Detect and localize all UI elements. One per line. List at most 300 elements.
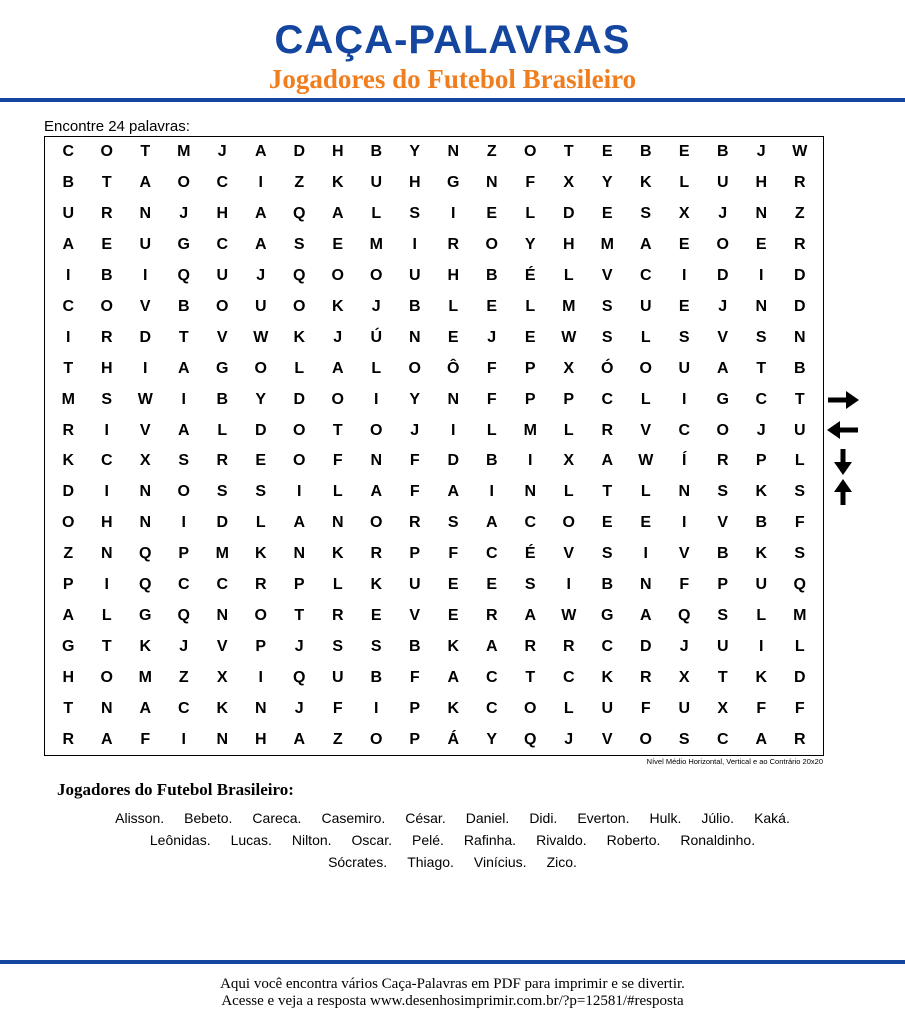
grid-letter: S bbox=[370, 637, 382, 655]
grid-letter: Q bbox=[293, 267, 306, 285]
grid-letter: Z bbox=[332, 730, 343, 748]
grid-letter: J bbox=[371, 297, 381, 315]
grid-letter: A bbox=[177, 421, 190, 439]
grid-letter: M bbox=[138, 668, 152, 686]
grid-letter: W bbox=[792, 143, 808, 161]
grid-letter: C bbox=[485, 545, 498, 563]
grid-letter: K bbox=[139, 637, 152, 655]
grid-letter: Q bbox=[293, 668, 306, 686]
grid-letter: S bbox=[293, 236, 305, 254]
grid-letter: N bbox=[755, 297, 768, 315]
arrow-down-icon bbox=[831, 448, 855, 476]
grid-letter: N bbox=[139, 483, 152, 501]
grid-letter: Q bbox=[139, 576, 152, 594]
grid-letter: X bbox=[678, 668, 690, 686]
grid-letter: H bbox=[100, 359, 113, 377]
grid-letter: H bbox=[62, 668, 75, 686]
grid-letter: A bbox=[485, 637, 498, 655]
page-title: CAÇA-PALAVRAS bbox=[274, 18, 631, 62]
grid-letter: X bbox=[717, 699, 729, 717]
grid-letter: K bbox=[293, 328, 306, 346]
grid-letter: U bbox=[139, 236, 152, 254]
grid-letter: N bbox=[216, 606, 229, 624]
grid-letter: C bbox=[62, 297, 75, 315]
grid-letter: K bbox=[62, 452, 75, 470]
grid-letter: S bbox=[755, 328, 767, 346]
grid-letter: H bbox=[216, 205, 229, 223]
grid-letter: Á bbox=[447, 730, 460, 748]
grid-letter: T bbox=[101, 174, 112, 192]
grid-letter: X bbox=[216, 668, 228, 686]
grid-letter: D bbox=[254, 421, 267, 439]
grid-letter: X bbox=[139, 452, 151, 470]
grid-letter: C bbox=[485, 699, 498, 717]
word-list-line bbox=[0, 807, 905, 829]
grid-letter: K bbox=[331, 297, 344, 315]
grid-letter: T bbox=[794, 390, 805, 408]
grid-letter: A bbox=[254, 205, 267, 223]
word-list-item: Vinícius. bbox=[473, 854, 527, 870]
grid-letter: E bbox=[678, 297, 690, 315]
grid-letter: O bbox=[293, 452, 306, 470]
word-list-item: Oscar. bbox=[351, 832, 392, 848]
grid-letter: I bbox=[143, 359, 148, 377]
grid-letter: E bbox=[524, 328, 536, 346]
grid-letter: E bbox=[601, 205, 613, 223]
grid-letter: U bbox=[408, 576, 421, 594]
grid-letter: K bbox=[331, 174, 344, 192]
grid-letter: S bbox=[101, 390, 113, 408]
grid-letter: A bbox=[524, 606, 537, 624]
grid-letter: I bbox=[374, 390, 379, 408]
grid-letter: K bbox=[254, 545, 267, 563]
grid-letter: K bbox=[447, 637, 460, 655]
grid-letter: R bbox=[562, 637, 575, 655]
grid-letter: V bbox=[139, 421, 151, 439]
grid-letter: O bbox=[177, 174, 190, 192]
grid-letter: T bbox=[178, 328, 189, 346]
grid-letter: L bbox=[679, 174, 690, 192]
grid-letter: S bbox=[601, 328, 613, 346]
grid-letter: I bbox=[66, 267, 71, 285]
grid-letter: U bbox=[639, 297, 652, 315]
word-list-line bbox=[0, 829, 905, 851]
grid-letter: R bbox=[485, 606, 498, 624]
grid-letter: E bbox=[447, 328, 459, 346]
grid-letter: U bbox=[716, 174, 729, 192]
grid-letter: E bbox=[755, 236, 767, 254]
grid-letter: S bbox=[409, 205, 421, 223]
grid-letter: T bbox=[602, 483, 613, 501]
grid-letter: R bbox=[793, 174, 806, 192]
grid-letter: F bbox=[409, 452, 420, 470]
puzzle-instruction: Encontre 24 palavras: bbox=[44, 118, 190, 135]
grid-letter: G bbox=[139, 606, 152, 624]
grid-letter: P bbox=[524, 390, 536, 408]
grid-letter: I bbox=[682, 390, 687, 408]
word-list-item: Rivaldo. bbox=[536, 832, 587, 848]
grid-letter: F bbox=[448, 545, 459, 563]
grid-letter: L bbox=[332, 483, 343, 501]
grid-letter: Q bbox=[524, 730, 537, 748]
grid-letter: I bbox=[374, 699, 379, 717]
footer-line-1: Aqui você encontra vários Caça-Palavras em PDF para imprimir e se divertir. bbox=[220, 976, 685, 992]
grid-letter: O bbox=[485, 236, 498, 254]
grid-letter: I bbox=[566, 576, 571, 594]
word-list-line bbox=[0, 851, 905, 873]
arrow-left-icon bbox=[826, 418, 860, 442]
grid-letter: A bbox=[254, 143, 267, 161]
grid-letter: L bbox=[525, 205, 536, 223]
grid-letter: I bbox=[759, 637, 764, 655]
grid-letter: R bbox=[716, 452, 729, 470]
grid-letter: M bbox=[215, 545, 229, 563]
grid-letter: L bbox=[217, 421, 228, 439]
footer-line-2: Acesse e veja a resposta www.desenhosimprimir.com.br/?p=12581/#resposta bbox=[221, 993, 684, 1009]
word-list-item: Daniel. bbox=[465, 810, 510, 826]
grid-letter: V bbox=[216, 637, 228, 655]
grid-letter: Í bbox=[682, 452, 687, 470]
grid-letter: N bbox=[447, 143, 460, 161]
grid-letter: Z bbox=[178, 668, 189, 686]
grid-letter: S bbox=[332, 637, 344, 655]
grid-letter: B bbox=[716, 545, 729, 563]
grid-letter: L bbox=[525, 297, 536, 315]
grid-letter: V bbox=[601, 267, 613, 285]
grid-letter: A bbox=[62, 606, 75, 624]
grid-letter: M bbox=[369, 236, 383, 254]
grid-letter: I bbox=[451, 205, 456, 223]
grid-letter: N bbox=[100, 699, 113, 717]
grid-letter: A bbox=[639, 236, 652, 254]
grid-letter: F bbox=[332, 699, 343, 717]
grid-letter: N bbox=[755, 205, 768, 223]
grid-letter: R bbox=[370, 545, 383, 563]
grid-letter: W bbox=[638, 452, 654, 470]
grid-letter: I bbox=[104, 421, 109, 439]
grid-letter: R bbox=[62, 421, 75, 439]
grid-letter: L bbox=[486, 421, 497, 439]
grid-letter: D bbox=[793, 267, 806, 285]
grid-letter: H bbox=[331, 143, 344, 161]
grid-letter: X bbox=[563, 452, 575, 470]
grid-letter: E bbox=[332, 236, 344, 254]
grid-letter: J bbox=[294, 699, 304, 717]
word-list-item: Careca. bbox=[252, 810, 302, 826]
grid-letter: J bbox=[410, 421, 420, 439]
grid-letter: F bbox=[640, 699, 651, 717]
grid-letter: C bbox=[100, 452, 113, 470]
grid-letter: H bbox=[254, 730, 267, 748]
word-list-item: Hulk. bbox=[649, 810, 682, 826]
grid-letter: H bbox=[408, 174, 421, 192]
grid-letter: S bbox=[640, 205, 652, 223]
grid-letter: E bbox=[447, 606, 459, 624]
grid-letter: Q bbox=[139, 545, 152, 563]
top-divider bbox=[0, 98, 905, 102]
word-list-item: Leônidas. bbox=[149, 832, 211, 848]
grid-letter: Q bbox=[177, 606, 190, 624]
grid-letter: L bbox=[371, 205, 382, 223]
grid-letter: A bbox=[601, 452, 614, 470]
grid-letter: S bbox=[447, 514, 459, 532]
grid-letter: C bbox=[216, 174, 229, 192]
grid-letter: J bbox=[217, 143, 227, 161]
grid-letter: F bbox=[486, 390, 497, 408]
grid-letter: E bbox=[486, 205, 498, 223]
grid-letter: O bbox=[62, 514, 75, 532]
grid-letter: U bbox=[408, 267, 421, 285]
grid-letter: X bbox=[678, 205, 690, 223]
word-list-item: Pelé. bbox=[412, 832, 444, 848]
grid-letter: D bbox=[139, 328, 152, 346]
word-list-item: Lucas. bbox=[230, 832, 272, 848]
grid-letter: Z bbox=[486, 143, 497, 161]
word-list-item: Roberto. bbox=[606, 832, 661, 848]
grid-letter: F bbox=[794, 514, 805, 532]
grid-letter: I bbox=[489, 483, 494, 501]
grid-letter: C bbox=[177, 699, 190, 717]
grid-letter: O bbox=[716, 421, 729, 439]
grid-letter: L bbox=[640, 483, 651, 501]
grid-letter: L bbox=[255, 514, 266, 532]
grid-letter: D bbox=[293, 143, 306, 161]
grid-letter: L bbox=[448, 297, 459, 315]
grid-letter: T bbox=[294, 606, 305, 624]
grid-letter: N bbox=[485, 174, 498, 192]
grid-letter: K bbox=[216, 699, 229, 717]
grid-letter: O bbox=[293, 297, 306, 315]
grid-letter: A bbox=[485, 514, 498, 532]
grid-letter: L bbox=[563, 483, 574, 501]
direction-legend bbox=[826, 388, 860, 506]
grid-letter: R bbox=[331, 606, 344, 624]
grid-letter: A bbox=[62, 236, 75, 254]
grid-letter: B bbox=[100, 267, 113, 285]
grid-letter: U bbox=[62, 205, 75, 223]
grid-letter: W bbox=[561, 606, 577, 624]
grid-letter: I bbox=[682, 514, 687, 532]
grid-letter: B bbox=[755, 514, 768, 532]
grid-letter: C bbox=[524, 514, 537, 532]
grid-letter: I bbox=[643, 545, 648, 563]
grid-letter: D bbox=[639, 637, 652, 655]
grid-letter: E bbox=[601, 514, 613, 532]
grid-letter: F bbox=[409, 483, 420, 501]
word-list-item: Casemiro. bbox=[321, 810, 386, 826]
grid-letter: R bbox=[408, 514, 421, 532]
grid-letter: I bbox=[528, 452, 533, 470]
grid-letter: S bbox=[601, 545, 613, 563]
grid-letter: G bbox=[62, 637, 75, 655]
grid-letter: C bbox=[216, 576, 229, 594]
grid-letter: V bbox=[409, 606, 421, 624]
grid-letter: Z bbox=[63, 545, 74, 563]
grid-letter: R bbox=[793, 236, 806, 254]
grid-letter: R bbox=[601, 421, 614, 439]
grid-letter: U bbox=[678, 699, 691, 717]
grid-letter: B bbox=[216, 390, 229, 408]
grid-letter: T bbox=[332, 421, 343, 439]
grid-letter: L bbox=[294, 359, 305, 377]
grid-letter: J bbox=[179, 205, 189, 223]
grid-letter: S bbox=[255, 483, 267, 501]
footer bbox=[0, 976, 905, 1010]
grid-letter: V bbox=[601, 730, 613, 748]
grid-letter: E bbox=[640, 514, 652, 532]
grid-letter: S bbox=[717, 606, 729, 624]
grid-letter: P bbox=[178, 545, 190, 563]
grid-letter: I bbox=[181, 390, 186, 408]
grid-letter: I bbox=[682, 267, 687, 285]
grid-letter: D bbox=[447, 452, 460, 470]
grid-letter: S bbox=[717, 483, 729, 501]
grid-letter: U bbox=[254, 297, 267, 315]
grid-letter: M bbox=[562, 297, 576, 315]
grid-letter: Q bbox=[177, 267, 190, 285]
grid-letter: C bbox=[177, 576, 190, 594]
grid-letter: B bbox=[485, 267, 498, 285]
grid-letter: N bbox=[100, 545, 113, 563]
grid-letter: N bbox=[254, 699, 267, 717]
grid-letter: O bbox=[254, 606, 267, 624]
grid-letter: O bbox=[177, 483, 190, 501]
grid-letter: F bbox=[140, 730, 151, 748]
grid-letter: H bbox=[447, 267, 460, 285]
grid-letter: S bbox=[794, 483, 806, 501]
grid-letter: P bbox=[409, 730, 421, 748]
word-list-item: Ronaldinho. bbox=[680, 832, 756, 848]
grid-letter: W bbox=[561, 328, 577, 346]
grid-letter: P bbox=[755, 452, 767, 470]
grid-letter: M bbox=[61, 390, 75, 408]
grid-letter: G bbox=[177, 236, 190, 254]
grid-letter: O bbox=[293, 421, 306, 439]
grid-letter: I bbox=[104, 483, 109, 501]
grid-letter: A bbox=[177, 359, 190, 377]
grid-letter: W bbox=[137, 390, 153, 408]
grid-letter: S bbox=[524, 576, 536, 594]
grid-letter: M bbox=[523, 421, 537, 439]
grid-letter: F bbox=[679, 576, 690, 594]
grid-letter: J bbox=[179, 637, 189, 655]
grid-letter: A bbox=[331, 205, 344, 223]
grid-letter: I bbox=[181, 730, 186, 748]
grid-letter: Q bbox=[678, 606, 691, 624]
grid-letter: A bbox=[100, 730, 113, 748]
grid-letter: A bbox=[716, 359, 729, 377]
grid-letter: N bbox=[447, 390, 460, 408]
grid-letter: I bbox=[759, 267, 764, 285]
grid-letter: U bbox=[716, 637, 729, 655]
grid-letter: B bbox=[408, 637, 421, 655]
word-list-item: Didi. bbox=[529, 810, 558, 826]
difficulty-level: Nível Médio Horizontal, Vertical e ao Contrário 20x20 bbox=[646, 757, 823, 766]
grid-letter: O bbox=[254, 359, 267, 377]
grid-letter: K bbox=[331, 545, 344, 563]
grid-letter: V bbox=[563, 545, 575, 563]
grid-letter: P bbox=[293, 576, 305, 594]
grid-letter: P bbox=[717, 576, 729, 594]
grid-letter: S bbox=[178, 452, 190, 470]
grid-letter: A bbox=[447, 668, 460, 686]
grid-letter: C bbox=[216, 236, 229, 254]
grid-letter: O bbox=[100, 297, 113, 315]
word-list bbox=[0, 807, 905, 873]
grid-letter: O bbox=[370, 267, 383, 285]
grid-letter: W bbox=[253, 328, 269, 346]
grid-letter: V bbox=[139, 297, 151, 315]
grid-letter: X bbox=[563, 359, 575, 377]
grid-letter: O bbox=[331, 390, 344, 408]
grid-letter: B bbox=[793, 359, 806, 377]
grid-letter: D bbox=[793, 297, 806, 315]
grid-letter: Y bbox=[486, 730, 498, 748]
grid-letter: N bbox=[331, 514, 344, 532]
grid-letter: R bbox=[100, 205, 113, 223]
grid-letter: A bbox=[639, 606, 652, 624]
arrow-up-icon bbox=[831, 478, 855, 506]
grid-letter: O bbox=[639, 730, 652, 748]
grid-letter: N bbox=[639, 576, 652, 594]
grid-letter: K bbox=[601, 668, 614, 686]
word-list-item: Kaká. bbox=[754, 810, 790, 826]
grid-letter: O bbox=[716, 236, 729, 254]
grid-letter: E bbox=[370, 606, 382, 624]
grid-letter: J bbox=[256, 267, 266, 285]
grid-letter: N bbox=[678, 483, 691, 501]
grid-letter: X bbox=[563, 174, 575, 192]
grid-letter: K bbox=[639, 174, 652, 192]
grid-letter: H bbox=[562, 236, 575, 254]
grid-letter: H bbox=[100, 514, 113, 532]
grid-letter: A bbox=[293, 730, 306, 748]
grid-letter: J bbox=[679, 637, 689, 655]
grid-letter: V bbox=[216, 328, 228, 346]
grid-letter: O bbox=[100, 668, 113, 686]
grid-letter: É bbox=[524, 267, 536, 285]
grid-letter: R bbox=[793, 730, 806, 748]
word-list-item: Bebeto. bbox=[184, 810, 233, 826]
grid-letter: L bbox=[640, 390, 651, 408]
grid-letter: Q bbox=[293, 205, 306, 223]
grid-letter: Ó bbox=[601, 359, 614, 377]
page-subtitle: Jogadores do Futebol Brasileiro bbox=[268, 64, 637, 94]
grid-letter: J bbox=[756, 421, 766, 439]
word-list-item: Sócrates. bbox=[328, 854, 388, 870]
grid-letter: J bbox=[756, 143, 766, 161]
word-list-item: Everton. bbox=[577, 810, 630, 826]
grid-letter: A bbox=[139, 699, 152, 717]
grid-letter: Q bbox=[793, 576, 806, 594]
word-list-title: Jogadores do Futebol Brasileiro: bbox=[57, 780, 294, 799]
grid-letter: Y bbox=[255, 390, 267, 408]
grid-letter: D bbox=[293, 390, 306, 408]
grid-letter: V bbox=[717, 514, 729, 532]
grid-letter: U bbox=[793, 421, 806, 439]
grid-letter: J bbox=[718, 205, 728, 223]
grid-letter: L bbox=[640, 328, 651, 346]
grid-letter: O bbox=[331, 267, 344, 285]
grid-letter: C bbox=[485, 668, 498, 686]
grid-letter: J bbox=[333, 328, 343, 346]
grid-letter: T bbox=[63, 359, 74, 377]
grid-letter: E bbox=[447, 576, 459, 594]
grid-letter: I bbox=[66, 328, 71, 346]
grid-letter: P bbox=[409, 699, 421, 717]
grid-letter: F bbox=[409, 668, 420, 686]
grid-letter: F bbox=[525, 174, 536, 192]
